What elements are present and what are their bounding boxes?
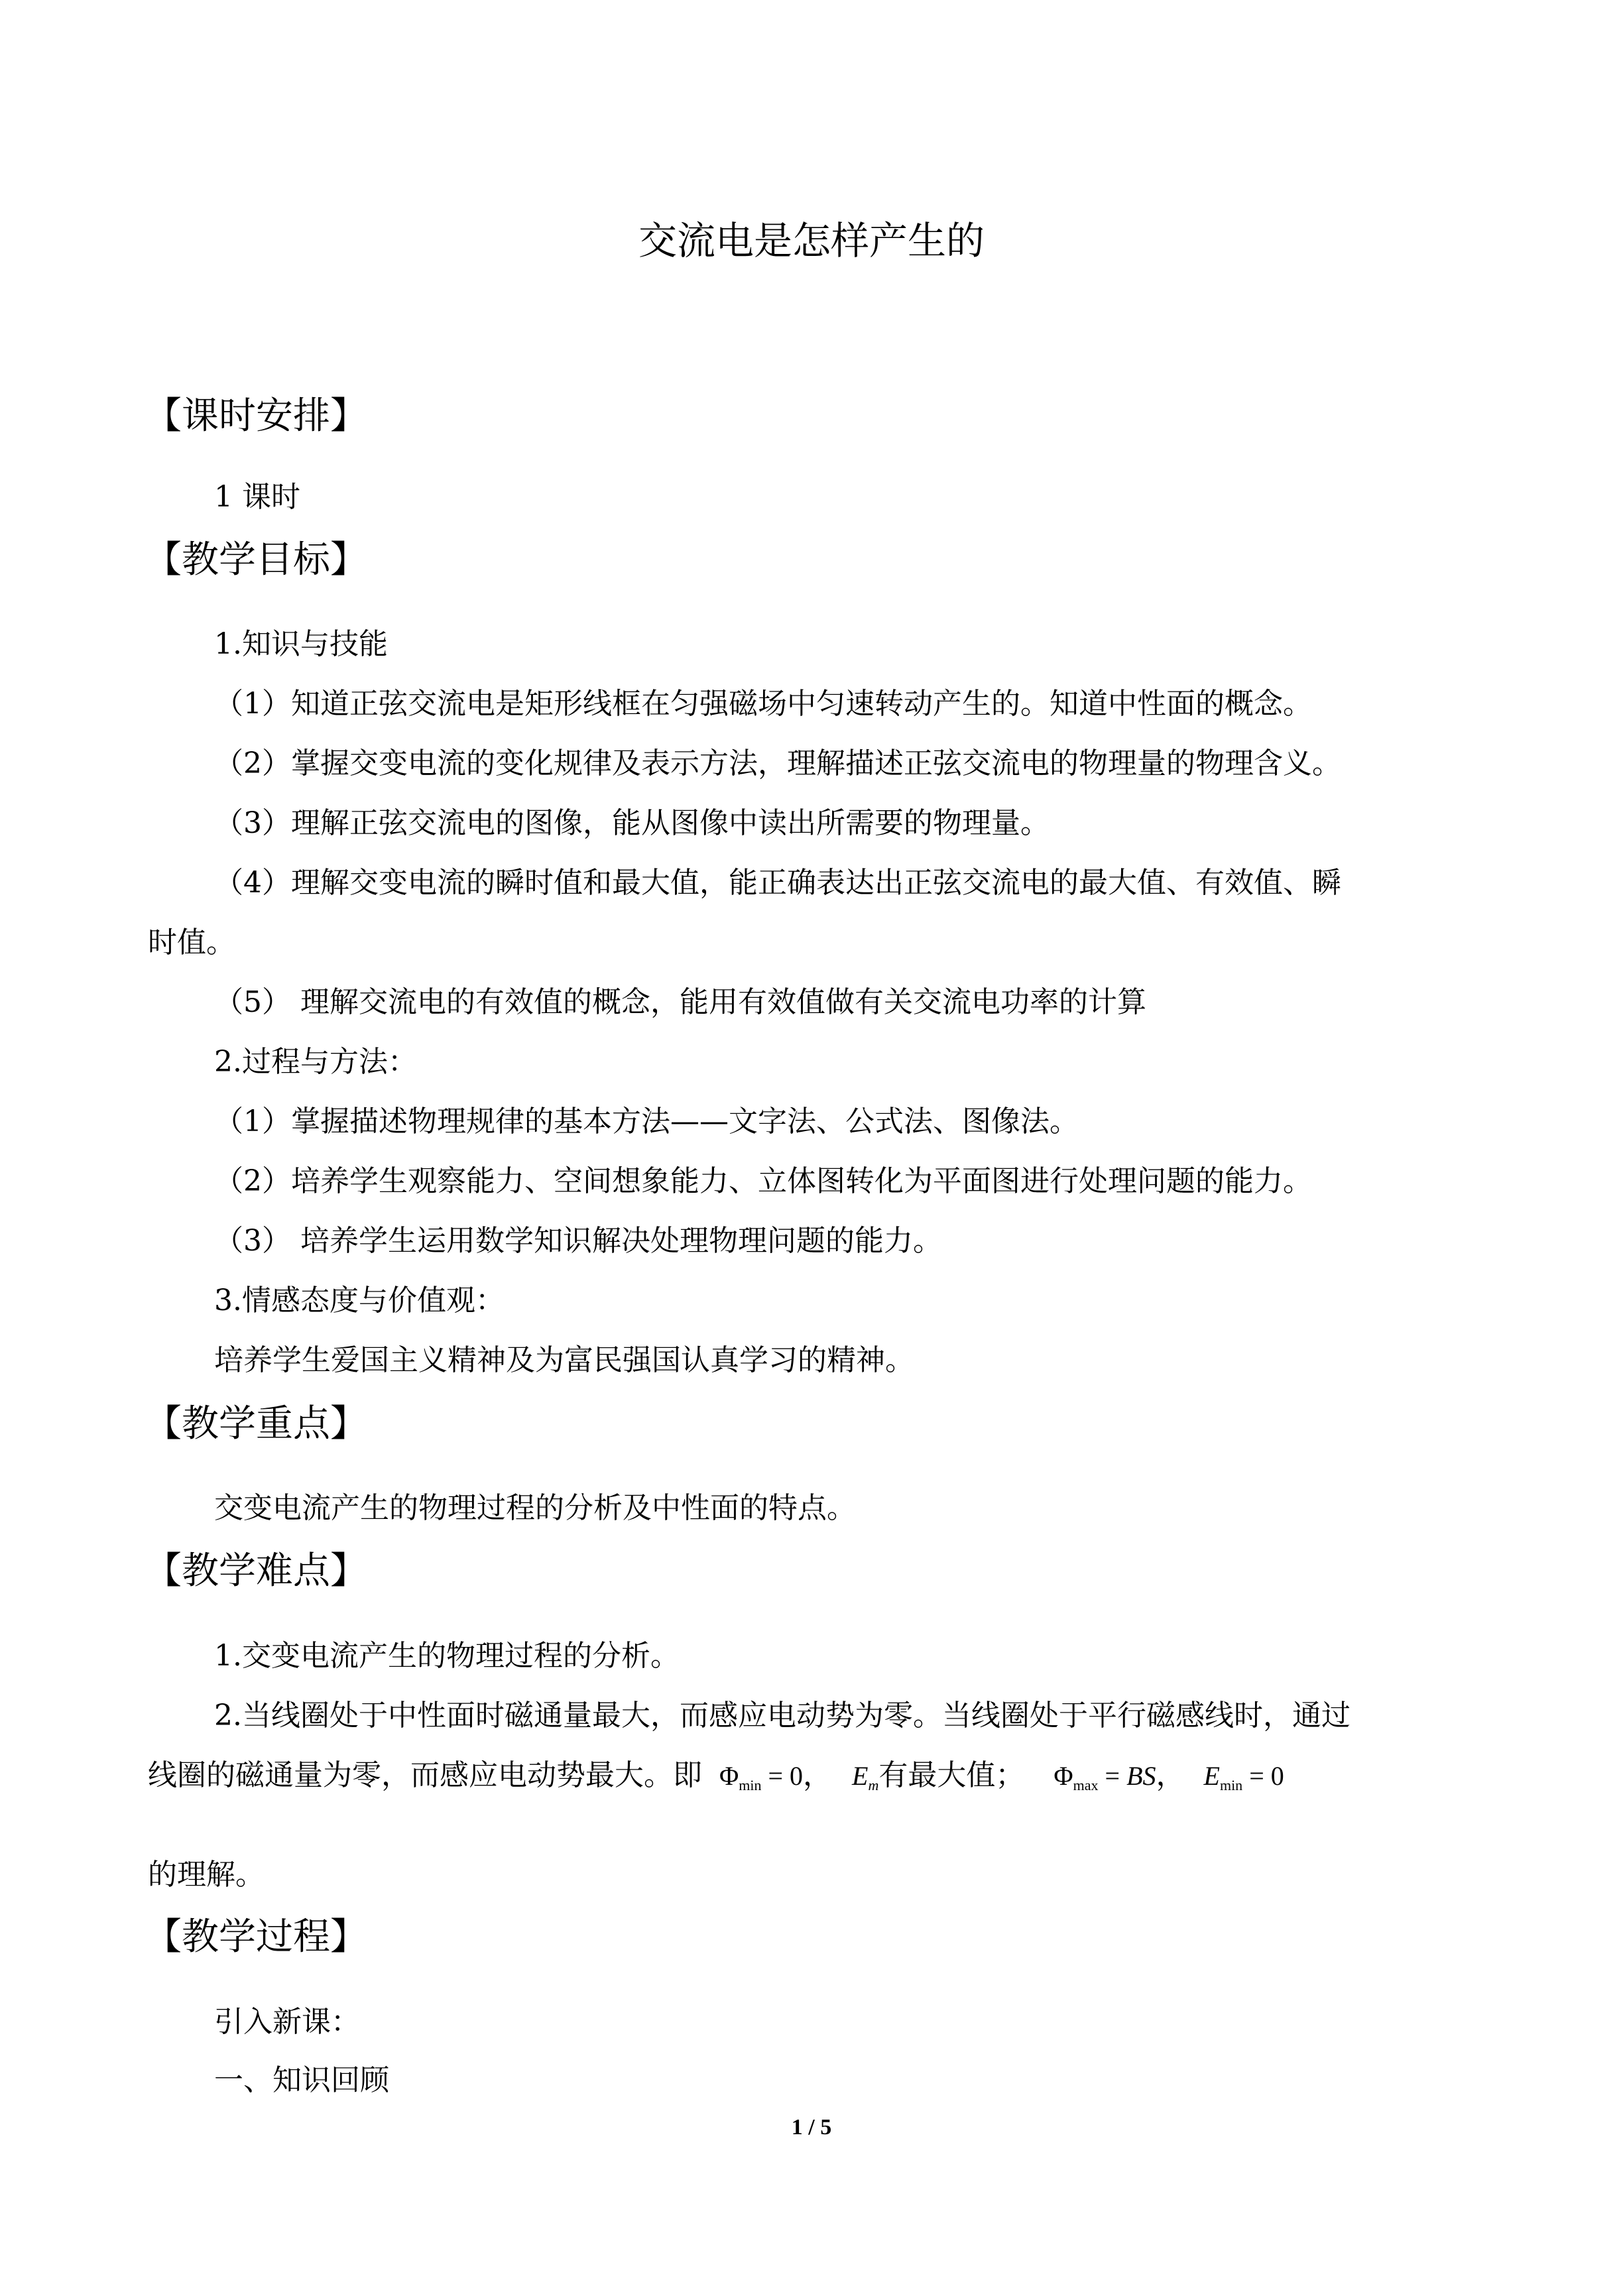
goals-p2: （2）培养学生观察能力、空间想象能力、立体图转化为平面图进行处理问题的能力。	[214, 1164, 1312, 1198]
schedule-body: 1 课时	[214, 480, 300, 514]
goals-p3: （3） 培养学生运用数学知识解决处理物理问题的能力。	[214, 1224, 942, 1258]
goals-k1: （1）知道正弦交流电是矩形线框在匀强磁场中匀速转动产生的。知道中性面的概念。	[214, 687, 1312, 721]
heading-teaching-process: 【教学过程】	[145, 1915, 367, 1959]
goals-k3: （3）理解正弦交流电的图像，能从图像中读出所需要的物理量。	[214, 806, 1050, 840]
heading-key-points: 【教学重点】	[145, 1402, 367, 1445]
goals-process-title: 2.过程与方法：	[214, 1045, 417, 1079]
comma-2: ，	[1156, 1758, 1185, 1792]
process-review: 一、知识回顾	[214, 2063, 389, 2097]
difficult-d2-line3: 的理解。	[148, 1858, 265, 1892]
goals-k4-line1: （4）理解交变电流的瞬时值和最大值，能正确表达出正弦交流电的最大值、有效值、瞬	[214, 866, 1341, 900]
difficult-d2-line2	[148, 1756, 1284, 1805]
goals-e1: 培养学生爱国主义精神及为富民强国认真学习的精神。	[214, 1343, 914, 1377]
heading-schedule: 【课时安排】	[145, 394, 367, 438]
formula-e-min-zero: $E_{min} = 0$	[1203, 1761, 1284, 1793]
formula-phi-min-zero: $\Phi_{min} = 0$	[719, 1761, 804, 1793]
goals-knowledge-title: 1.知识与技能	[214, 627, 388, 661]
d2-text-2: 有最大值；	[878, 1758, 1025, 1792]
formula-phi-max-bs: $\Phi_{max}$ = BS	[1053, 1761, 1156, 1793]
goals-p1: （1）掌握描述物理规律的基本方法——文字法、公式法、图像法。	[214, 1105, 1079, 1138]
d2-text-1: 线圈的磁通量为零，而感应电动势最大。即	[148, 1758, 702, 1792]
comma-1: ，	[803, 1758, 833, 1792]
key-points-body: 交变电流产生的物理过程的分析及中性面的特点。	[214, 1491, 856, 1525]
goals-k2: （2）掌握交变电流的变化规律及表示方法，理解描述正弦交流电的物理量的物理含义。	[214, 747, 1341, 780]
process-intro: 引入新课：	[214, 2005, 360, 2039]
difficult-d1: 1.交变电流产生的物理过程的分析。	[214, 1639, 680, 1673]
heading-goals: 【教学目标】	[145, 538, 367, 581]
page-number: 1 / 5	[791, 2115, 832, 2140]
page-title: 交流电是怎样产生的	[638, 218, 985, 263]
goals-emotion-title: 3.情感态度与价值观：	[214, 1284, 505, 1317]
goals-k4-line2: 时值。	[148, 926, 235, 959]
goals-k5: （5） 理解交流电的有效值的概念，能用有效值做有关交流电功率的计算	[214, 985, 1146, 1019]
formula-em: $E_m$	[852, 1761, 879, 1793]
difficult-d2-line1: 2.当线圈处于中性面时磁通量最大，而感应电动势为零。当线圈处于平行磁感线时，通过	[214, 1699, 1351, 1732]
heading-difficult-points: 【教学难点】	[145, 1549, 367, 1593]
